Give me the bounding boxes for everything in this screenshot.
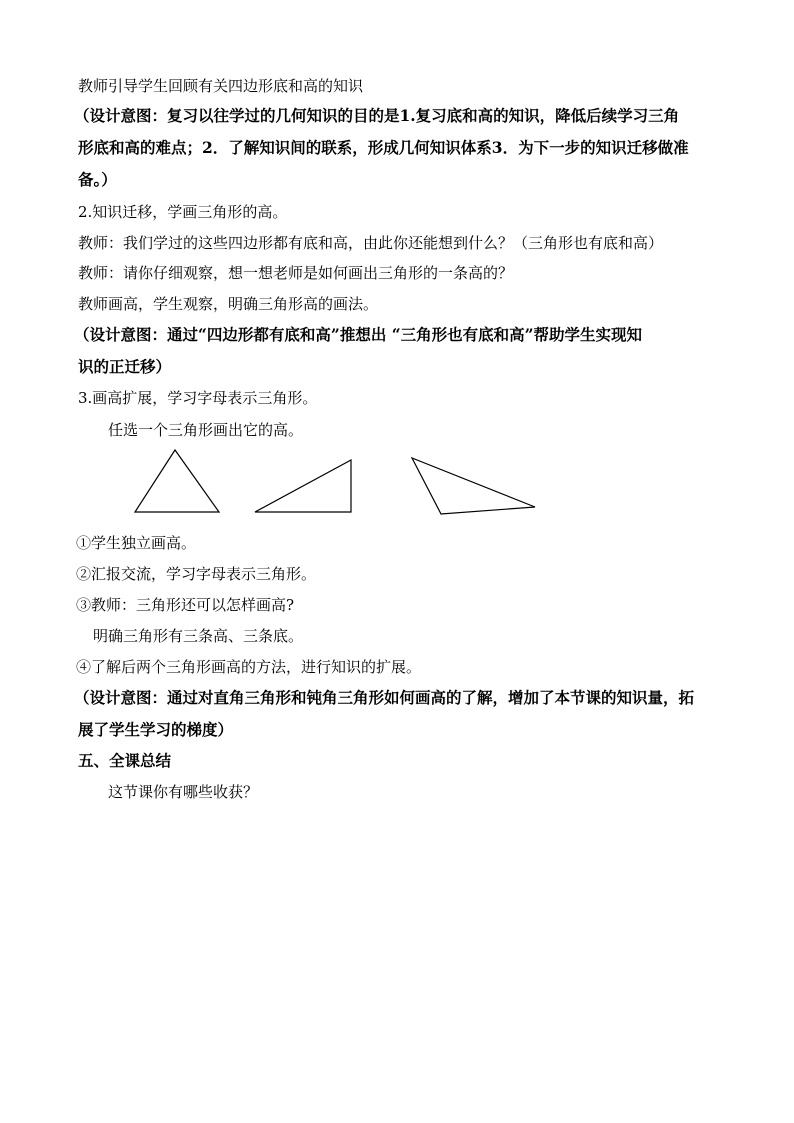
design-intent-1-line2: 形底和高的难点；2．了解知识间的联系，形成几何知识体系3．为下一步的知识迁移做准 — [78, 138, 689, 157]
design-intent-3-line1: （设计意图：通过对直角三角形和钝角三角形如何画高的了解，增加了本节课的知识量，拓 — [74, 688, 695, 707]
design-intent-3-line2: 展了学生学习的梯度） — [78, 720, 234, 739]
teacher-drawing: 教师画高，学生观察，明确三角形高的画法。 — [78, 295, 379, 313]
step-2: ②汇报交流，学习字母表示三角形。 — [76, 565, 317, 583]
paragraph-review: 教师引导学生回顾有关四边形底和高的知识 — [78, 77, 364, 95]
summary-question: 这节课你有哪些收获？ — [108, 783, 259, 801]
step-1: ①学生独立画高。 — [76, 534, 197, 552]
task-instruction: 任选一个三角形画出它的高。 — [108, 421, 304, 439]
section-5-heading: 五、全课总结 — [78, 751, 172, 770]
design-intent-2-line2: 识的正迁移） — [78, 357, 172, 376]
obtuse-triangle — [412, 458, 535, 514]
acute-triangle — [135, 450, 219, 512]
step-4: ④了解后两个三角形画高的方法，进行知识的扩展。 — [76, 658, 422, 676]
design-intent-1-line3: 备。） — [78, 170, 117, 189]
section-3-heading: 3.画高扩展，学习字母表示三角形。 — [78, 389, 318, 407]
design-intent-1-line1: （设计意图：复习以往学过的几何知识的目的是1.复习底和高的知识，降低后续学习三角 — [74, 106, 680, 125]
section-2-heading: 2.知识迁移，学画三角形的高。 — [78, 203, 288, 221]
teacher-question-1: 教师：我们学过的这些四边形都有底和高，由此你还能想到什么？（三角形也有底和高） — [78, 234, 664, 252]
step-3: ③教师：三角形还可以怎样画高? — [76, 596, 295, 614]
right-triangle — [255, 460, 351, 512]
step-3-conclusion: 明确三角形有三条高、三条底。 — [93, 627, 304, 645]
teacher-question-2: 教师：请你仔细观察，想一想老师是如何画出三角形的一条高的？ — [78, 264, 514, 282]
design-intent-2-line1: （设计意图：通过“四边形都有底和高”推想出 “三角形也有底和高”帮助学生实现知 — [74, 325, 643, 344]
